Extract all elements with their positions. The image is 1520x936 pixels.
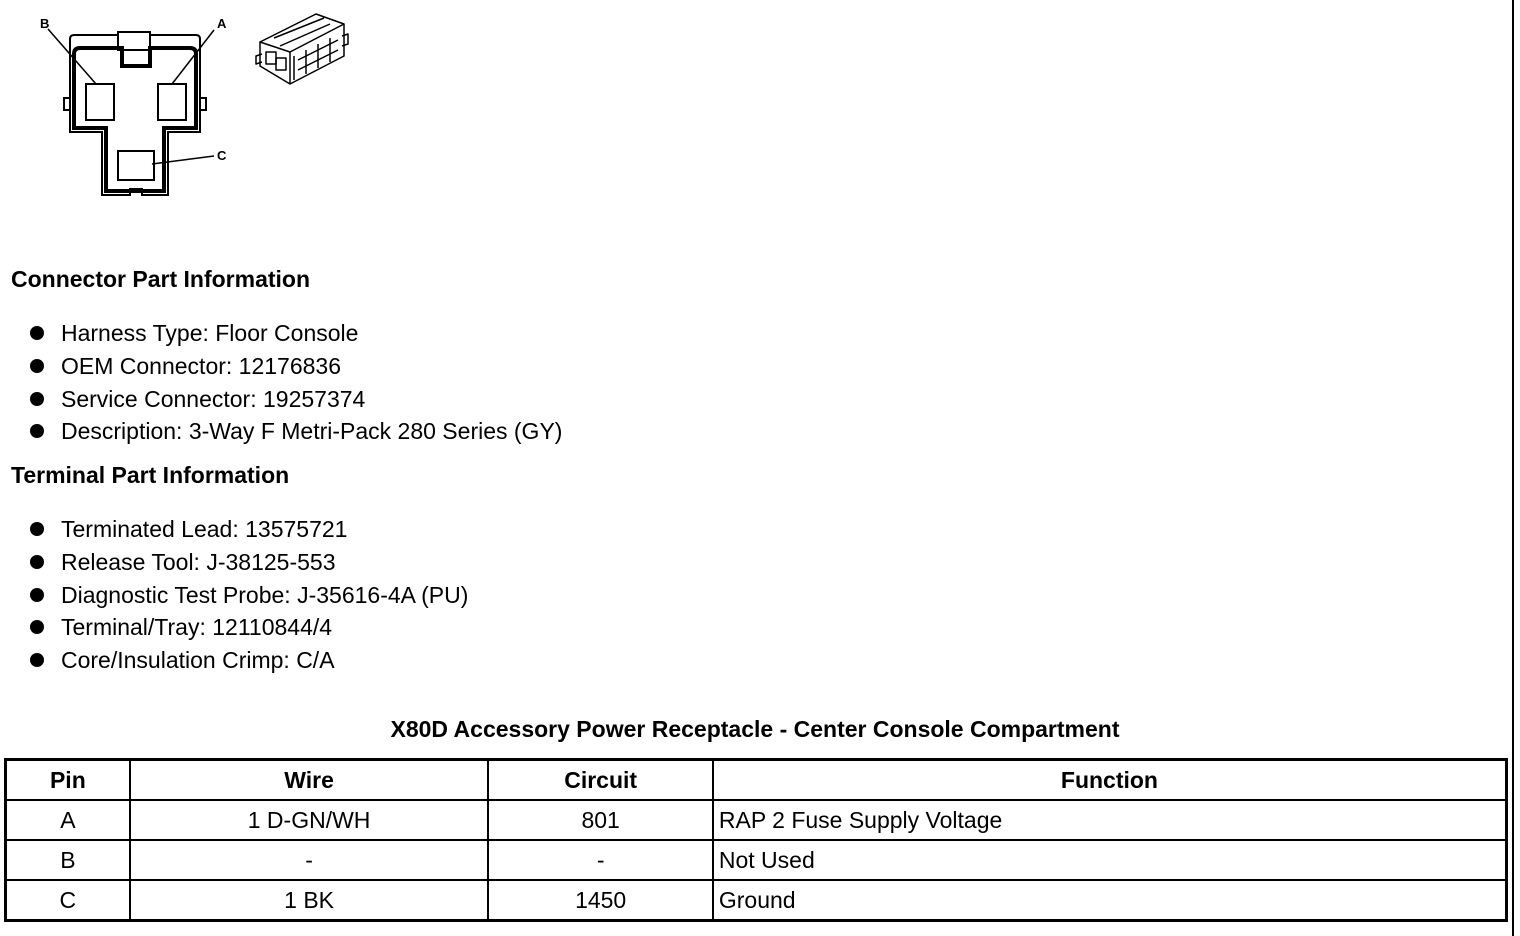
cell-pin: C <box>6 880 130 921</box>
cell-function: RAP 2 Fuse Supply Voltage <box>713 800 1507 840</box>
connector-isometric-image <box>254 8 354 88</box>
cell-wire: - <box>130 840 489 880</box>
table-row <box>6 800 1507 840</box>
cell-wire: 1 BK <box>130 880 489 921</box>
pin-table <box>4 758 1508 922</box>
connector-part-information-list <box>30 317 562 448</box>
terminal-part-information-heading: Terminal Part Information <box>11 462 290 488</box>
list-item-text: Description: 3-Way F Metri-Pack 280 Series (GY) <box>61 418 563 445</box>
pin-table-title: X80D Accessory Power Receptacle - Center Console Compartment <box>390 716 1120 742</box>
cell-pin: A <box>6 800 130 840</box>
pin-callout-b: B <box>40 16 50 31</box>
column-header-wire: Wire <box>130 760 489 801</box>
connector-face-diagram <box>30 8 240 204</box>
cell-function: Ground <box>713 880 1507 921</box>
list-item-text: Terminated Lead: 13575721 <box>61 516 348 542</box>
list-item-text: Service Connector: 19257374 <box>61 385 366 412</box>
bullet-icon <box>30 555 44 569</box>
bullet-icon <box>30 424 44 438</box>
list-item-text: OEM Connector: 12176836 <box>61 352 342 379</box>
cell-circuit: 1450 <box>488 880 712 921</box>
column-header-circuit: Circuit <box>488 760 712 801</box>
list-item <box>30 513 468 546</box>
table-row <box>6 840 1507 880</box>
bullet-icon <box>30 392 44 406</box>
list-item <box>30 611 468 644</box>
page-right-border <box>1512 0 1514 936</box>
bullet-icon <box>30 588 44 602</box>
cell-function: Not Used <box>713 840 1507 880</box>
column-header-function: Function <box>713 760 1507 801</box>
column-header-pin: Pin <box>6 760 130 801</box>
table-row <box>6 880 1507 921</box>
bullet-icon <box>30 653 44 667</box>
list-item <box>30 350 562 383</box>
list-item <box>30 579 468 612</box>
connector-part-information-heading: Connector Part Information <box>11 266 311 292</box>
cell-circuit: 801 <box>488 800 712 840</box>
list-item <box>30 546 468 579</box>
terminal-part-information-list <box>30 513 468 677</box>
cell-wire: 1 D-GN/WH <box>130 800 489 840</box>
list-item-text: Diagnostic Test Probe: J-35616-4A (PU) <box>61 581 469 608</box>
list-item <box>30 415 562 448</box>
bullet-icon <box>30 326 44 340</box>
list-item <box>30 383 562 416</box>
pin-callout-c: C <box>217 148 227 163</box>
bullet-icon <box>30 522 44 536</box>
pin-callout-a: A <box>217 16 227 31</box>
bullet-icon <box>30 359 44 373</box>
list-item-text: Harness Type: Floor Console <box>61 320 359 346</box>
bullet-icon <box>30 620 44 634</box>
list-item <box>30 644 468 677</box>
list-item-text: Release Tool: J-38125-553 <box>61 548 336 575</box>
list-item-text: Core/Insulation Crimp: C/A <box>61 647 335 674</box>
cell-circuit: - <box>488 840 712 880</box>
list-item <box>30 317 562 350</box>
table-header-row <box>6 760 1507 801</box>
list-item-text: Terminal/Tray: 12110844/4 <box>61 614 333 641</box>
cell-pin: B <box>6 840 130 880</box>
